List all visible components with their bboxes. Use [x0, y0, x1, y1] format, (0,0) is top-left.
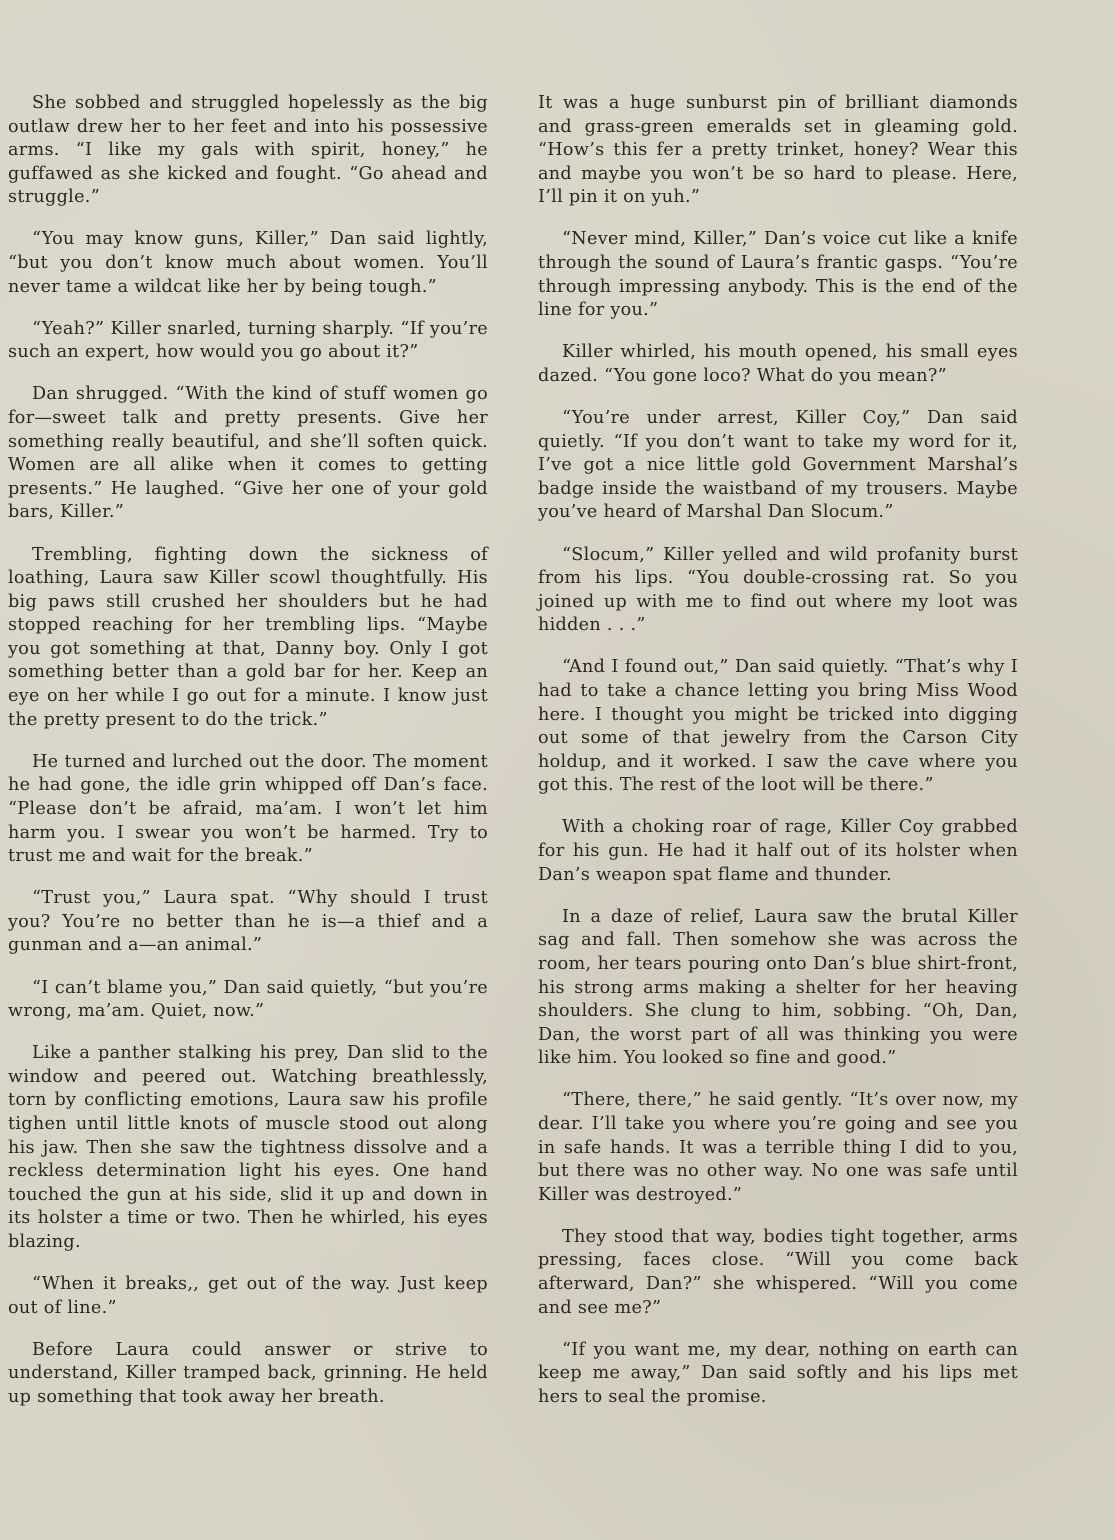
continued-paragraph: It was a huge sunburst pin of brilliant diamonds and grass-green emeralds set in gleaming gold. “How’s this fer a pretty trinket, honey? Wear this and maybe you won’t be so hard to please. Here, I’ll pin it on yuh.” — [538, 93, 1018, 208]
paragraph: Dan shrugged. “With the kind of stuff women go for—sweet talk and pretty presents. Give her something really beautiful, and she’ll soften quick. Women are all alike when it comes to getting presents.” He laughed. “Give her one of your gold bars, Killer.” — [8, 384, 488, 523]
paragraph: “When it breaks,, get out of the way. Just keep out of line.” — [8, 1274, 488, 1318]
paragraph: “Yeah?” Killer snarled, turning sharply. “If you’re such an expert, how would you go about it?” — [8, 318, 488, 363]
paragraph: “Trust you,” Laura spat. “Why should I trust you? You’re no better than he is—a thief and a gunman and a—an animal.” — [8, 888, 488, 956]
paragraph: “I can’t blame you,” Dan said quietly, “but you’re wrong, ma’am. Quiet, now.” — [8, 977, 488, 1022]
paragraph: “You’re under arrest, Killer Coy,” Dan said quietly. “If you don’t want to take my word for it, I’ve got a nice little gold Government Marshal’s badge inside the waistband of my trousers. Maybe you’ve heard of Marshal Dan Slocum.” — [538, 408, 1018, 523]
paragraph: Like a panther stalking his prey, Dan slid to the window and peered out. Watching breathlessly, torn by conflicting emotions, Laura saw his profile tighen until little knots of muscle stood out along his jaw. Then she saw the tightness dissolve and a reckless determination light his eyes. One hand touched the gun at his side, slid it up and down in its holster a time or two. Then he whirled, his eyes blazing. — [8, 1043, 488, 1252]
paragraph: “Slocum,” Killer yelled and wild profanity burst from his lips. “You double-crossing rat. So you joined up with me to find out where my loot was hidden . . .” — [538, 544, 1018, 636]
right-column — [538, 92, 1018, 1410]
paragraph: In a daze of relief, Laura saw the brutal Killer sag and fall. Then somehow she was across the room, her tears pouring onto Dan’s blue shirt-front, his strong arms making a shelter for her heaving shoulders. She clung to him, sobbing. “Oh, Dan, Dan, the worst part of all was thinking you were like him. You looked so fine and good.” — [538, 906, 1018, 1069]
paragraph: “There, there,” he said gently. “It’s over now, my dear. I’ll take you where you’re going and see you in safe hands. It was a terrible thing I did to you, but there was no other way. No one was safe until Killer was destroyed.” — [538, 1090, 1018, 1205]
paragraph: They stood that way, bodies tight together, arms pressing, faces close. “Will you come back afterward, Dan?” she whispered. “Will you come and see me?” — [538, 1226, 1018, 1318]
paragraph: “You may know guns, Killer,” Dan said lightly, “but you don’t know much about women. You’ll never tame a wildcat like her by being tough.” — [8, 229, 488, 297]
left-column — [8, 92, 488, 1410]
paragraph: Trembling, fighting down the sickness of loathing, Laura saw Killer scowl thoughtfully. His big paws still crushed her shoulders but he had stopped reaching for her trembling lips. “Maybe you got something at that, Danny boy. Only I got something better than a gold bar for her. Keep an eye on her while I go out for a minute. I know just the pretty present to do the trick.” — [8, 544, 488, 730]
paragraph: “And I found out,” Dan said quietly. “That’s why I had to take a chance letting you bring Miss Wood here. I thought you might be tricked into digging out some of that jewelry from the Carson City holdup, and it worked. I saw the cave where you got this. The rest of the loot will be there.” — [538, 657, 1018, 796]
paragraph: She sobbed and struggled hopelessly as the big outlaw drew her to her feet and into his possessive arms. “I like my gals with spirit, honey,” he guffawed as she kicked and fought. “Go ahead and struggle.” — [8, 93, 488, 208]
paragraph: “If you want me, my dear, nothing on earth can keep me away,” Dan said softly and his lips met hers to seal the promise. — [538, 1339, 1018, 1407]
paragraph: With a choking roar of rage, Killer Coy grabbed for his gun. He had it half out of its holster when Dan’s weapon spat flame and thunder. — [538, 817, 1018, 885]
paragraph: “Never mind, Killer,” Dan’s voice cut like a knife through the sound of Laura’s frantic gasps. “You’re through impressing anybody. This is the end of the line for you.” — [538, 229, 1018, 321]
paragraph: Killer whirled, his mouth opened, his small eyes dazed. “You gone loco? What do you mean?” — [538, 342, 1018, 386]
paragraph: He turned and lurched out the door. The moment he had gone, the idle grin whipped off Dan’s face. “Please don’t be afraid, ma’am. I won’t let him harm you. I swear you won’t be harmed. Try to trust me and wait for the break.” — [8, 751, 488, 867]
paragraph: Before Laura could answer or strive to understand, Killer tramped back, grinning. He held up something that took away her breath. — [8, 1339, 488, 1407]
